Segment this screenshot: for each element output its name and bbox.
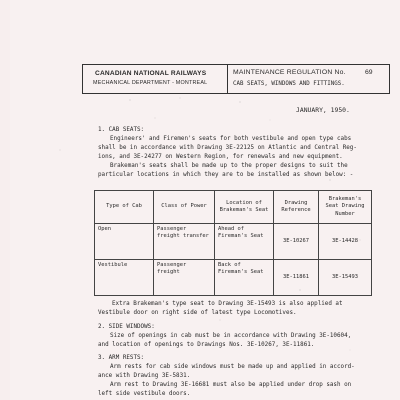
regulation-label: MAINTENANCE REGULATION No. [233, 69, 346, 76]
table-cell: Ahead of Fireman's Seat [215, 224, 274, 260]
table-header-row [95, 191, 372, 224]
column-header: Brakeman's Seat Drawing Number [319, 191, 372, 224]
table-cell: 3E-14428 [319, 224, 372, 260]
paragraph-line: Vestibule door on right side of latest type Locomotives. [98, 310, 297, 316]
table-cell: 3E-11861 [274, 260, 319, 296]
table-cell: 3E-10267 [274, 224, 319, 260]
document-header-box [82, 64, 390, 94]
regulation-title: CAB SEATS, WINDOWS AND FITTINGS. [233, 81, 345, 87]
paragraph-line: left side vestibule doors. [98, 391, 191, 397]
paragraph-line: Extra Brakeman's type seat to Drawing 3E-15493 is also applied at [112, 301, 343, 307]
table-cell: Vestibule [95, 260, 154, 296]
table-cell: 3E-15493 [319, 260, 372, 296]
paragraph-line: Brakeman's seats shall be made up to the proper designs to suit the [110, 163, 348, 169]
paragraph-line: Engineers' and Firemen's seats for both vestibule and open type cabs [110, 136, 352, 142]
table-cell: Passenger freight transfer [154, 224, 215, 260]
paragraph-line: Arm rest to Drawing 3E-16681 must also be applied under drop sash on [110, 382, 352, 388]
paragraph-line: ions, and 3E-24277 on Western Region, for renewals and new equipment. [98, 154, 343, 160]
table-cell: Passenger freight [154, 260, 215, 296]
column-header: Location of Brakeman's Seat [215, 191, 274, 224]
section-heading-cab-seats: 1. CAB SEATS: [98, 127, 145, 133]
paragraph-line: shall be in accordance with Drawing 3E-22125 on Atlantic and Central Reg- [98, 145, 357, 151]
table-row [95, 224, 372, 260]
table-cell: Back of Fireman's Seat [215, 260, 274, 296]
document-date: JANUARY, 1950. [296, 106, 350, 114]
column-header: Class of Power [154, 191, 215, 224]
regulation-number: 69 [365, 69, 373, 76]
department-name: MECHANICAL DEPARTMENT - MONTREAL [93, 80, 208, 86]
paragraph-line: Arm rests for cab side windows must be made up and applied in accord- [110, 364, 355, 370]
column-header: Type of Cab [95, 191, 154, 224]
table-cell: Open [95, 224, 154, 260]
column-header: Drawing Reference [274, 191, 319, 224]
paragraph-line: Size of openings in cab must be in accordance with Drawing 3E-10604, [110, 333, 352, 339]
brakeman-seat-table [94, 190, 372, 296]
organization-name: CANADIAN NATIONAL RAILWAYS [95, 70, 207, 77]
paragraph-line: ance with Drawing 3E-5831. [98, 373, 191, 379]
table-row [95, 260, 372, 296]
organization-block [83, 65, 228, 93]
paragraph-line: particular locations in which they are to be installed as shown below: - [98, 172, 354, 178]
section-heading-arm-rests: 3. ARM RESTS: [98, 355, 145, 361]
section-heading-side-windows: 2. SIDE WINDOWS: [98, 324, 155, 330]
paragraph-line: and location of openings to Drawings Nos. 3E-10267, 3E-11861. [98, 342, 315, 348]
